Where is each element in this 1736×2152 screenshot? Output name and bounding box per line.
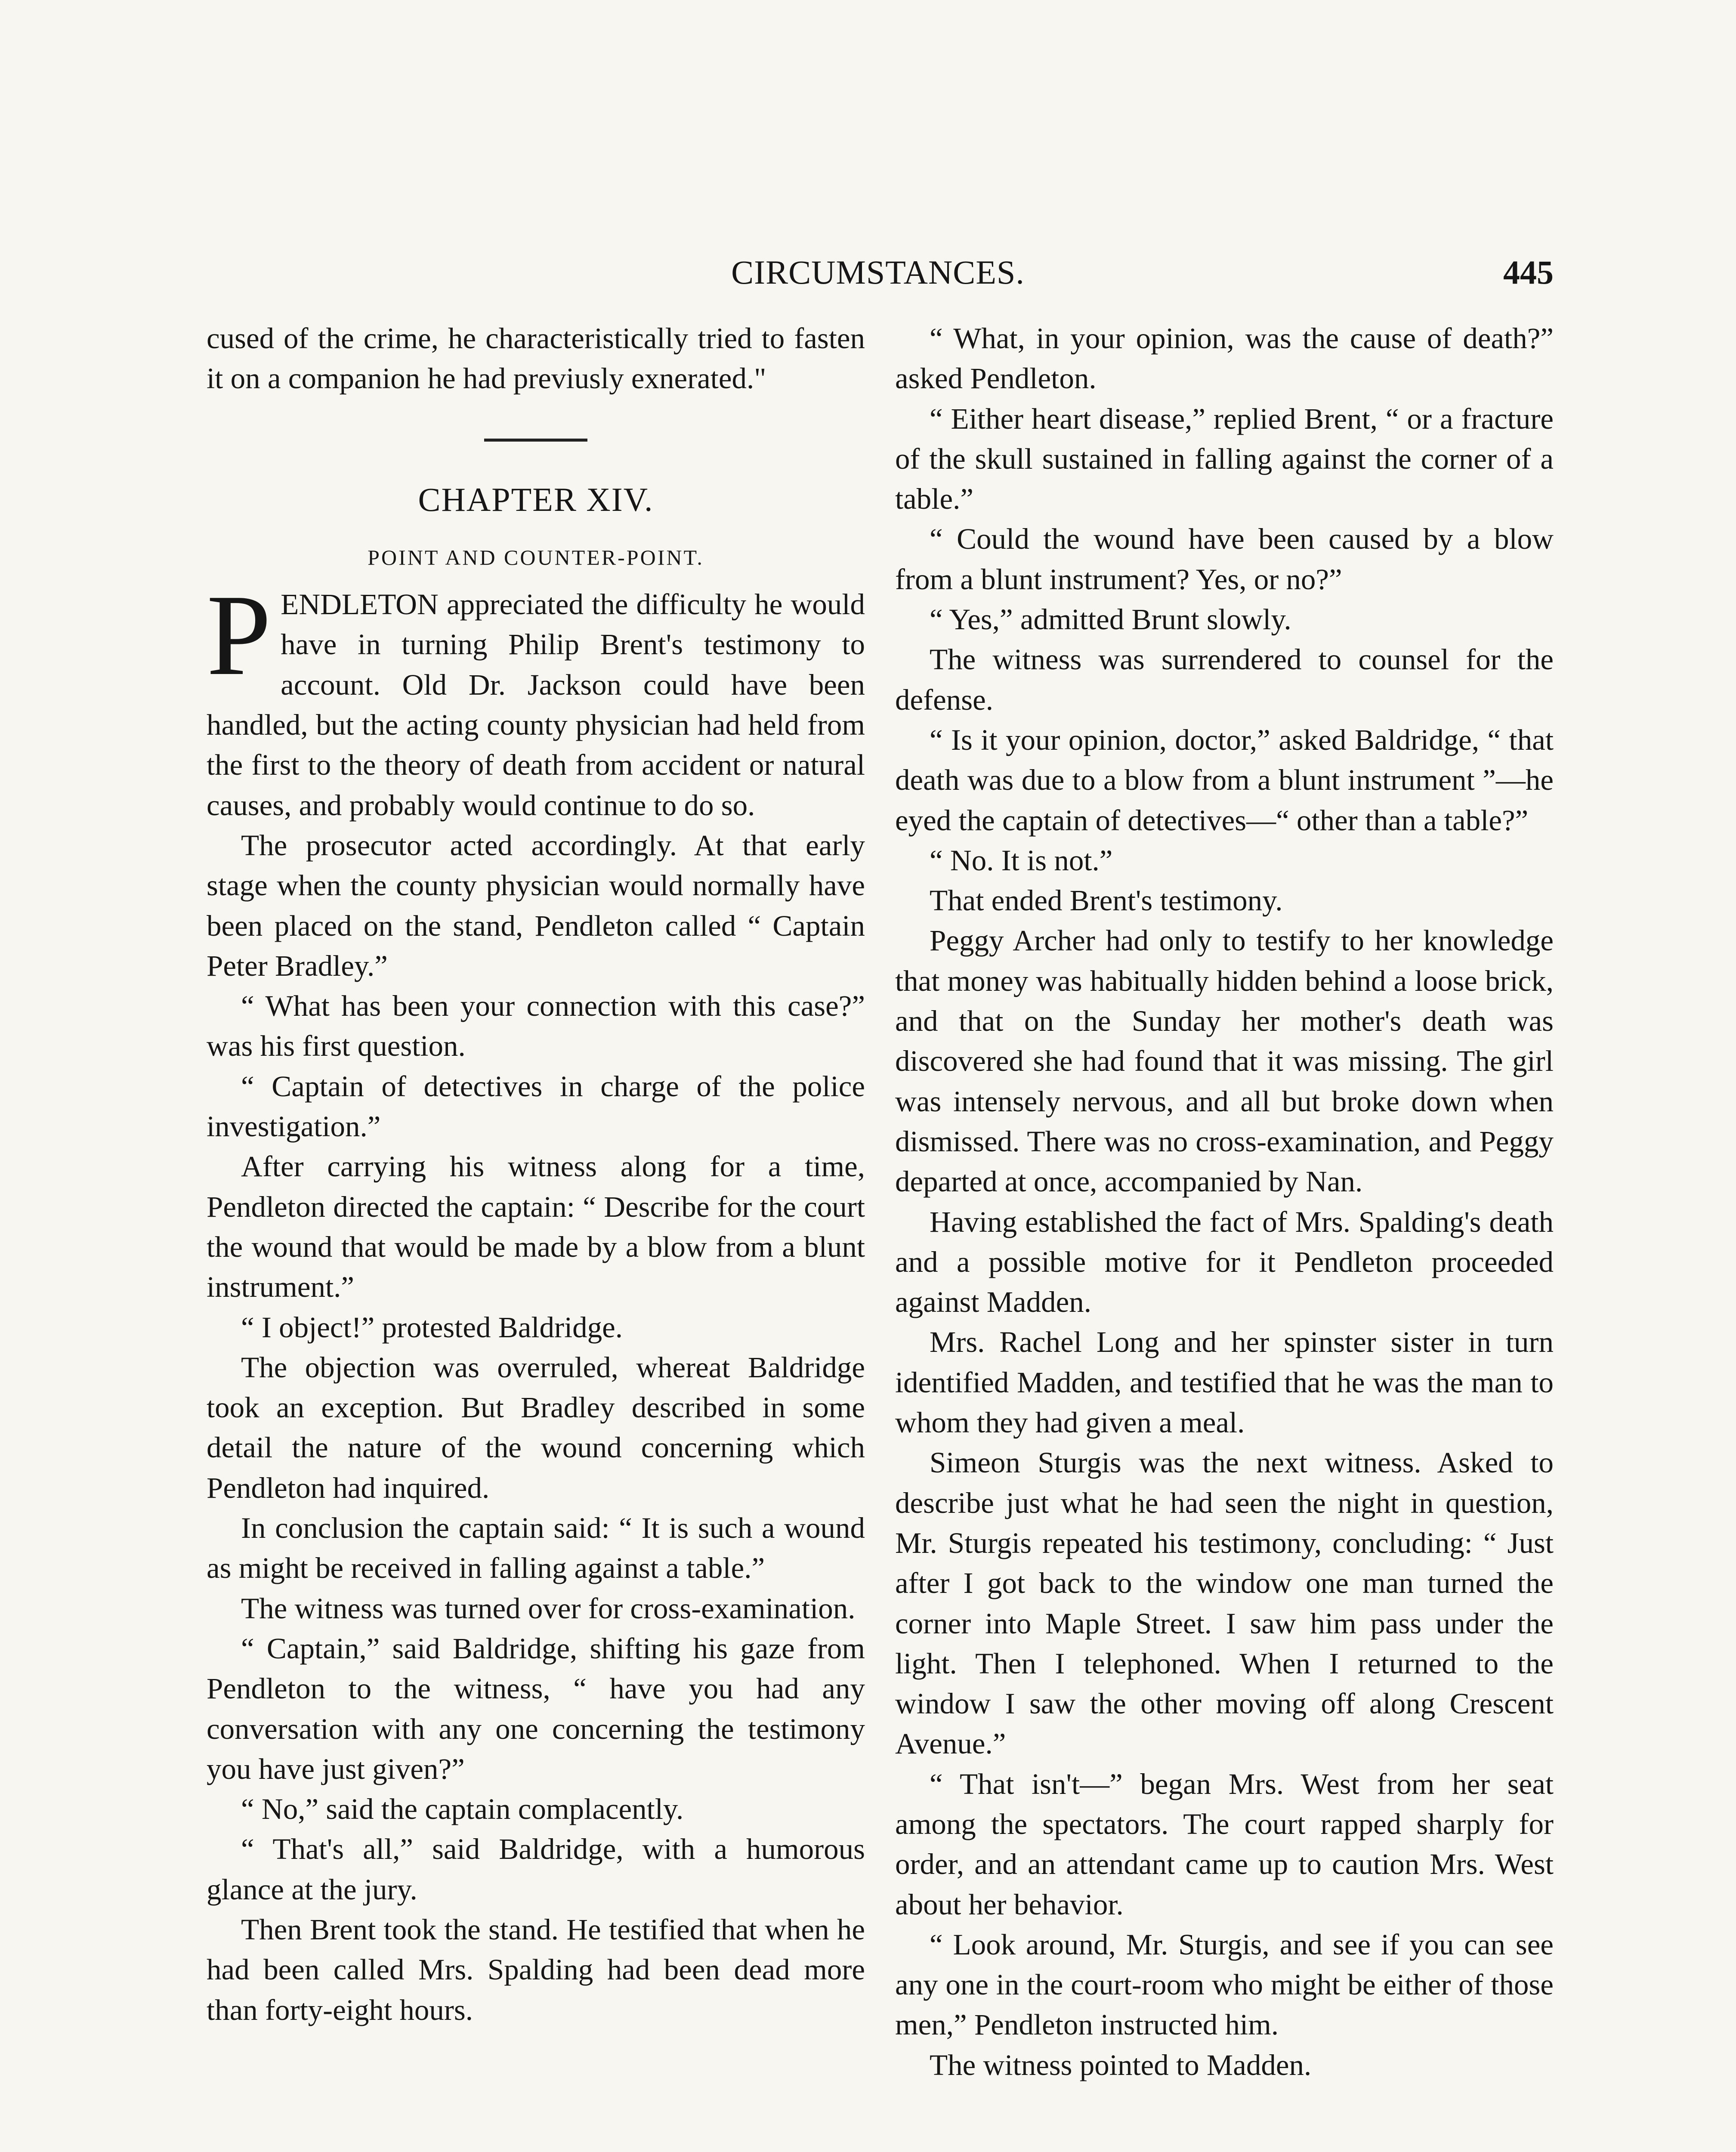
paragraph: Simeon Sturgis was the next witness. Asked to describe just what he had seen the night in question, Mr. Sturgis repeated his testimony, concluding: “ Just after I got back to the window one man turned the corner into Maple Street. I saw him pass under the light. Then I telephoned. When I returned to the window I saw the other moving off along Crescent Avenue.” [895, 1446, 1554, 1760]
paragraph: Then Brent took the stand. He testified that when he had been called Mrs. Spalding had been dead more than forty-eight hours. [207, 1913, 865, 2026]
paragraph: “ Either heart disease,” replied Brent, “ or a fracture of the skull sustained in falling against the corner of a table.” [895, 402, 1554, 516]
paragraph: The witness pointed to Madden. [930, 2048, 1312, 2081]
section-divider [484, 439, 587, 442]
paragraph: cused of the crime, he characteristically tried to fasten it on a companion he had previusly exnerated." [207, 322, 865, 395]
paragraph: “ What, in your opinion, was the cause of death?” asked Pendleton. [895, 322, 1554, 395]
paragraph: “ Is it your opinion, doctor,” asked Baldridge, “ that death was due to a blow from a blunt instrument ”—he eyed the captain of detectives—“ other than a table?” [895, 723, 1554, 837]
paragraph: Having established the fact of Mrs. Spalding's death and a possible motive for it Pendleton proceeded against Madden. [895, 1205, 1554, 1319]
paragraph: “ Captain,” said Baldridge, shifting his gaze from Pendleton to the witness, “ have you had any conversation with any one concerning the testimony you have just given?” [207, 1632, 865, 1785]
chapter-title: CHAPTER XIV. [418, 480, 654, 518]
drop-cap: P [207, 571, 272, 700]
right-column [895, 318, 1554, 2085]
paragraph: In conclusion the captain said: “ It is such a wound as might be received in falling against a table.” [207, 1512, 865, 1585]
paragraph: Peggy Archer had only to testify to her knowledge that money was habitually hidden behind a loose brick, and that on the Sunday her mother's death was discovered she had found that it was missing. The girl was intensely nervous, and all but broke down when dismissed. There was no cross-examination, and Peggy departed at once, accompanied by Nan. [895, 924, 1554, 1198]
paragraph: The witness was surrendered to counsel for the defense. [895, 643, 1554, 716]
paragraph: “ Captain of detectives in charge of the police investigation.” [207, 1070, 865, 1143]
paragraph: “ No. It is not.” [930, 844, 1113, 877]
paragraph: “ That isn't—” began Mrs. West from her seat among the spectators. The court rapped sharply for order, and an attendant came up to caution Mrs. West about her behavior. [895, 1767, 1554, 1921]
paragraph: “ Look around, Mr. Sturgis, and see if you can see any one in the court-room who might be either of those men,” Pendleton instructed him. [895, 1928, 1554, 2041]
paragraph: “ That's all,” said Baldridge, with a humorous glance at the jury. [207, 1833, 865, 1906]
paragraph: That ended Brent's testimony. [930, 884, 1283, 917]
paragraph: “ What has been your connection with this case?” was his first question. [207, 989, 865, 1063]
left-column [207, 318, 865, 2030]
page-header [202, 250, 1554, 297]
paragraph: After carrying his witness along for a time, Pendleton directed the captain: “ Describe for the court the wound that would be made by a blow from a blunt instrument.” [207, 1150, 865, 1304]
paragraph: The witness was turned over for cross-examination. [241, 1592, 856, 1625]
chapter-subtitle: POINT AND COUNTER-POINT. [368, 545, 704, 569]
running-head: CIRCUMSTANCES. [731, 254, 1025, 291]
paragraph: Mrs. Rachel Long and her spinster sister in turn identified Madden, and testified that he was the man to whom they had given a meal. [895, 1326, 1554, 1439]
opening-paragraph [207, 571, 865, 826]
paragraph: The objection was overruled, whereat Baldridge took an exception. But Bradley described in some detail the nature of the wound concerning which Pendleton had inquired. [207, 1351, 865, 1504]
paragraph: “ No,” said the captain complacently. [241, 1793, 684, 1826]
paragraph: “ Could the wound have been caused by a blow from a blunt instrument? Yes, or no?” [895, 523, 1554, 596]
paragraph: The prosecutor acted accordingly. At that early stage when the county physician would normally have been placed on the stand, Pendleton called “ Captain Peter Bradley.” [207, 829, 865, 982]
opening-text: ENDLETON appreciated the difficulty he would have in turning Philip Brent's testimony to account. Old Dr. Jackson could have been handled, but the acting county physician had held from the first to the theory of death from accident or natural causes, and probably would continue to do so. [207, 588, 865, 822]
paragraph: “ Yes,” admitted Brunt slowly. [930, 603, 1291, 636]
paragraph: “ I object!” protested Baldridge. [241, 1311, 623, 1344]
page-number: 445 [1503, 254, 1554, 291]
